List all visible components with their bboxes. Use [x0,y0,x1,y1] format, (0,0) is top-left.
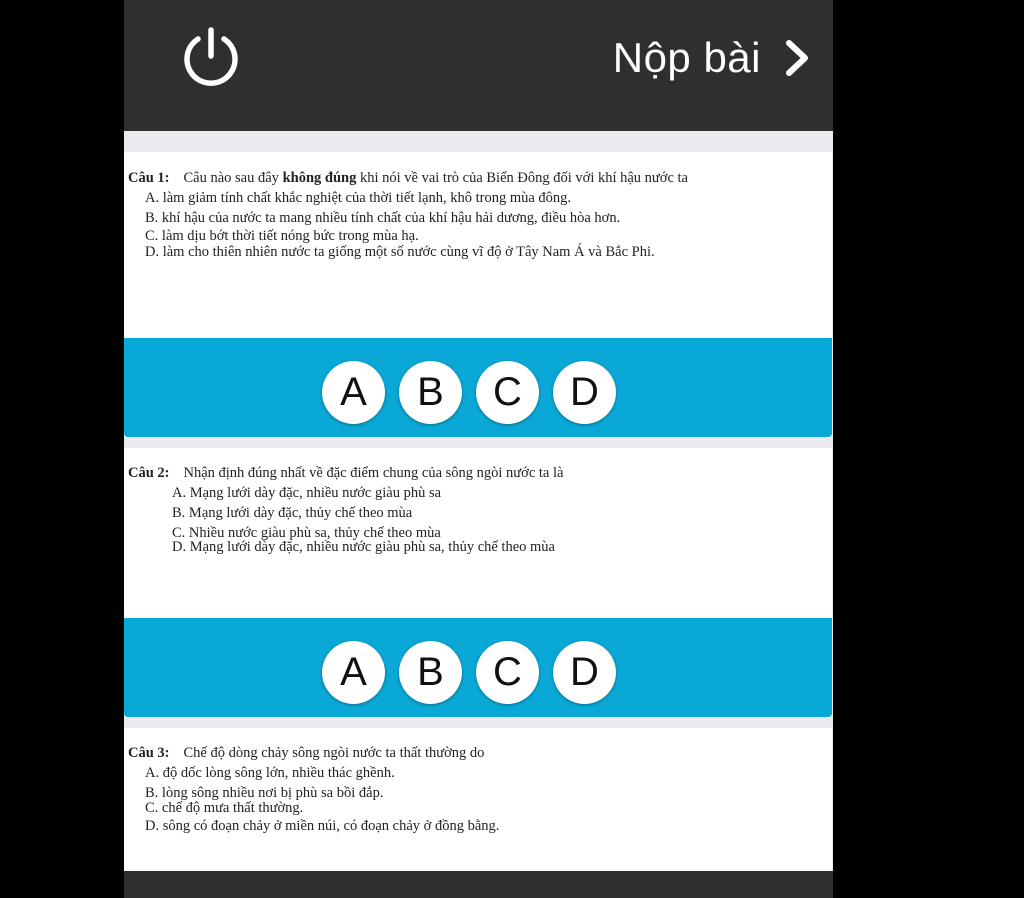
answer-buttons [322,361,616,424]
option-d: D. Mạng lưới dày đặc, nhiều nước giàu phù sa, thủy chế theo mùa [172,539,555,555]
question-card-3 [124,728,832,871]
option-c: C. làm dịu bớt thời tiết nóng bức trong mùa hạ. [145,227,419,244]
question-text-2 [128,465,563,557]
question-text-3 [128,745,499,836]
option-a: A. Mạng lưới dày đặc, nhiều nước giàu phù sa [172,484,442,501]
option-d: D. sông có đoạn chảy ở miền núi, có đoạn chảy ở đồng bằng. [145,818,500,834]
stem-text: Câu nào sau đây [183,170,279,186]
answer-button-a[interactable]: A [322,361,385,424]
question-number: Câu 1: [128,170,170,186]
question-stem [128,170,688,188]
option-c: C. Nhiều nước giàu phù sa, thủy chế theo mùa [172,524,441,541]
question-number: Câu 2: [128,465,170,481]
option-b: B. Mạng lưới dày đặc, thủy chế theo mùa [172,505,413,521]
answer-bar-1 [124,338,832,437]
option-b: B. lòng sông nhiều nơi bị phù sa bồi đắp. [145,785,384,801]
top-bar [124,0,833,131]
option-a: A. làm giảm tính chất khắc nghiệt của thời tiết lạnh, khô trong mùa đông. [145,189,572,206]
quiz-app [124,0,833,898]
answer-button-d[interactable]: D [553,361,616,424]
question-number: Câu 3: [128,745,170,761]
answer-button-c[interactable]: C [476,641,539,704]
question-card-2 [124,448,832,618]
submit-button[interactable] [613,32,811,84]
submit-label: Nộp bài [612,34,761,81]
stem-emphasis: không đúng [282,170,357,186]
question-text-1 [128,170,688,262]
option-d: D. làm cho thiên nhiên nước ta giống một số nước cùng vĩ độ ở Tây Nam Á và Bắc Phi. [145,244,655,260]
answer-button-b[interactable]: B [399,641,462,704]
stem-text: Chế độ dòng chảy sông ngòi nước ta thất thường do [183,745,485,761]
option-a: A. độ dốc lòng sông lớn, nhiều thác ghềnh. [145,764,395,781]
question-stem [128,745,499,763]
answer-buttons [322,641,616,704]
option-b: B. khí hậu của nước ta mang nhiều tính chất của khí hậu hải dương, điều hòa hơn. [145,210,621,226]
answer-button-d[interactable]: D [553,641,616,704]
stem-text-after: khi nói về vai trò của Biển Đông đối với khí hậu nước ta [359,170,688,186]
option-c: C. chế độ mưa thất thường. [145,799,304,816]
answer-button-c[interactable]: C [476,361,539,424]
answer-bar-2 [124,618,832,717]
answer-button-a[interactable]: A [322,641,385,704]
bottom-bar [124,871,833,898]
power-icon[interactable] [181,26,241,86]
question-stem [128,465,563,483]
question-card-1 [124,152,832,338]
stem-text: Nhận định đúng nhất về đặc điểm chung của sông ngòi nước ta là [183,465,564,481]
answer-button-b[interactable]: B [399,361,462,424]
chevron-right-icon [783,39,811,77]
